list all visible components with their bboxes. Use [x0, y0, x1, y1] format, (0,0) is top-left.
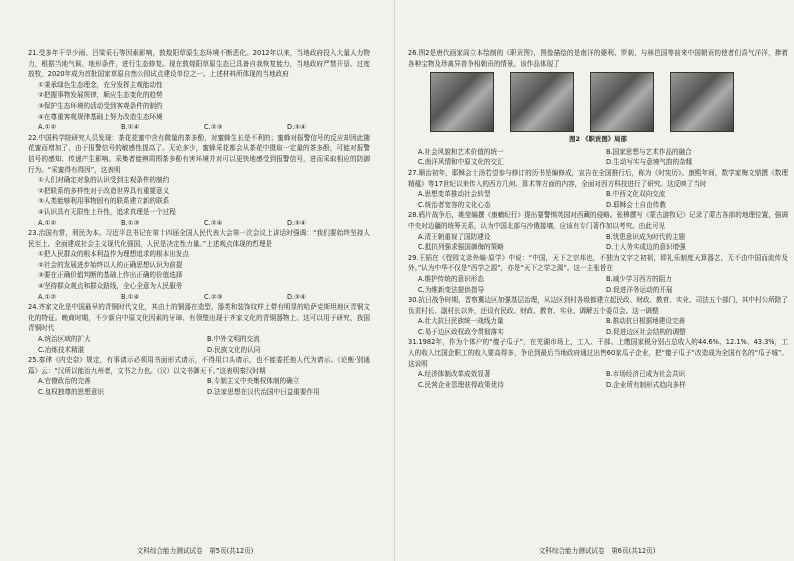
question-stem: 25.秦律《内史杂》规定，有事请示必须用书面形式请示，不得用口头请示，也不能委托他人代为请示。《论衡·别通篇》云：“汉所以能治九州者，文书之力也。（汉）以文书御天下。”这表明秦汉时期	[28, 356, 370, 375]
answer-option[interactable]: A.官僚政治的完善	[38, 377, 91, 386]
question-block	[408, 295, 788, 337]
answer-option[interactable]: C.②④	[204, 218, 223, 227]
statement-item: ②社会的发展进步始终以人的正确思想认识为前提	[38, 260, 183, 269]
answer-options	[28, 218, 370, 229]
question-stem: 26.图2是唐代画家阎立本绘制的《职贡图》，图像描绘的是南洋的婆利、罗刹、与林邑国等前来中国朝贡的使者们喜气洋洋，捧着各种宝物及珍禽异兽争相朝贡的情景。该作品体现了	[408, 49, 788, 68]
left-page-footer: 文科综合能力测试试卷 第5页(共12页)	[136, 547, 254, 555]
answer-options	[408, 369, 788, 390]
answer-options	[408, 147, 788, 168]
answer-option[interactable]: A.统治区域的扩大	[38, 335, 91, 344]
answer-option[interactable]: B.减少学习西方的阻力	[606, 274, 672, 283]
question-block	[28, 228, 370, 302]
answer-option[interactable]: C.易于边区政权政令贯彻落实	[418, 327, 504, 336]
answer-option[interactable]: D.生动写实与意境气韵的杂糅	[606, 158, 693, 167]
answer-options	[28, 292, 370, 303]
painting-image	[510, 72, 574, 132]
answer-option[interactable]: D.耶稣会士自由传教	[606, 200, 666, 209]
question-stem: 24.齐家文化是中国最早的青铜时代文化，其由土的铜器在造型、器类和装饰纹样上带有明显的哈萨克斯坦地区青铜文化的特征。晚商时期，不少新自中原文化因素的牙璋、有领璧出现于齐家文化的青铜器物上。这可以用于研究，我国青铜时代	[28, 303, 370, 333]
question-block	[28, 355, 370, 397]
question-stem: 23.治国有常，利民为本。习近平总书记在第十四届全国人民代表大会第一次会议上讲话时强调：“我们要始终坚持人民至上。全面建成社会主义现代化强国，人民是决定性力量。”上述观点体现的哲理是	[28, 229, 370, 248]
question-stem: 27.顺治初年，耶稣会士汤若望参与修订的历书是编修成，宣告在全国推行后，称为《时宪历》。康熙年间，数学家梅文鼎撰《数理精蕴》等17世纪以来传入的西方几何、算术等方面的内容，全面对西方科技进行了研究。这反映了当时	[408, 168, 788, 188]
statement-item: ③要在正确价值判断的基础上作出正确的价值选择	[38, 271, 183, 280]
question-block	[28, 48, 370, 133]
answer-option[interactable]: D.③④	[287, 218, 306, 227]
answer-option[interactable]: B.国家思想与艺术作品的融合	[606, 147, 692, 156]
answer-option[interactable]: B.中西文化双向交流	[606, 190, 666, 199]
statement-item: ④坚持群众观点和群众路线，全心全意为人民服务	[38, 282, 183, 291]
question-block	[408, 48, 788, 168]
statement-item: ①秉承绿色生态理念，充分发挥主观能动性	[38, 80, 163, 89]
question-stem: 22.中国科学院研究人员发现：茶花花蜜中含有微量的茶多酚，对蜜蜂生长是不利的；蜜蜂对报警信号的反应却因此随花蜜而增加了，由于报警信号的敏感性提高了。无论多少，蜜蜂采花都会从茶花中摄取一定量的茶多酚，可能对报警信号的感知、传递产生影响。采集者能辨周围茶多酚有害环境并对可以更快地感受到报警信号，进而采取相应的防御行为。“采蜜得有得因”，这表明	[28, 133, 370, 174]
statement-item: ②把联系的多样性对于改造世界具有重要意义	[38, 186, 170, 195]
question-stem: 29.王韬在《弢园文录外编·原学》中说：“中国，天下之宗邦也，不独为文字之初祖，即礼乐制度天算器艺，无不由中国而流传及外。”认为中华不仅是“西学之源”，亦是“天下之学之源”。这一主张旨在	[408, 253, 788, 273]
statement-item: ④在尊重客观规律基础上努力改造生态环境	[38, 112, 163, 121]
answer-options	[28, 122, 370, 133]
answer-option[interactable]: D.民族文化的认同	[207, 345, 261, 354]
page-divider	[394, 0, 395, 561]
right-page	[400, 0, 794, 561]
answer-option[interactable]: A.①②	[38, 123, 57, 132]
answer-option[interactable]: D.促进洋务运动的开展	[606, 285, 673, 294]
answer-options	[408, 274, 788, 295]
statement-item: ④认识具有无限性上升性，追求真理是一个过程	[38, 207, 176, 216]
question-stem: 30.抗日战争时期，晋察冀边区加强基层治理，从边区到村各级都建立起民政、财政、教育、实业、司法五个部门，其中村公所除了负责村长、副村长以外，还设有民政、财政、教育、实业、调解五个委员会。这一调整	[408, 296, 788, 315]
answer-option[interactable]: B.中外文明的交流	[207, 335, 260, 344]
answer-option[interactable]: B.市场经济已成为社会共识	[606, 370, 686, 379]
statement-item: ③保护生态环境的活动受到客观条件的制约	[38, 101, 163, 110]
answer-option[interactable]: C.②③	[204, 123, 223, 132]
answer-option[interactable]: A.①②	[38, 218, 57, 227]
answer-option[interactable]: D.③④	[287, 123, 306, 132]
answer-options	[408, 232, 788, 253]
question-stem: 31.1982年，作为个体户的“傻子瓜子”，在芜湖市场上，工人、干部、上缴国家税分别占总收入的44.6%、12.1%、43.3%，工人的收入比国企职工的收入要高得多，争论到最后当地政府通过出售60家瓜子企业，把“傻子瓜子”改造成为全国有名的“瓜子城”。这说明	[408, 338, 788, 368]
answer-option[interactable]: B.①④	[121, 292, 140, 301]
question-block	[28, 302, 370, 355]
painting-image	[430, 72, 494, 132]
answer-option[interactable]: B.①③	[121, 218, 140, 227]
right-question-column	[408, 48, 788, 390]
question-block	[28, 133, 370, 228]
statement-item: ①人们对确定对象的认识受到主观条件的制约	[38, 176, 170, 185]
answer-option[interactable]: A.社会风貌和艺术价值的统一	[418, 147, 504, 156]
answer-option[interactable]: D.士人务实成边的意识增强	[606, 243, 686, 252]
answer-options	[28, 334, 370, 355]
answer-option[interactable]: C.民营企业管理获得政策优待	[418, 380, 504, 389]
answer-option[interactable]: B.①④	[121, 123, 140, 132]
question-block	[408, 337, 788, 390]
statement-item: ①把人民群众的根本利益作为理想追求的根本出发点	[38, 250, 189, 259]
right-page-footer: 文科综合能力测试试卷 第6页(共12页)	[538, 547, 656, 555]
answer-option[interactable]: C.南洋风情和中原文化的交汇	[418, 158, 504, 167]
answer-option[interactable]: D.法家思想在汉代治国中日益重要作用	[207, 388, 320, 396]
answer-option[interactable]: C.冶炼技术精湛	[38, 345, 85, 354]
figure-images	[430, 72, 788, 132]
answer-options	[408, 316, 788, 337]
answer-option[interactable]: B.忧患意识成为时代的主题	[606, 232, 686, 241]
figure-caption: 图2 《职贡图》局部	[569, 135, 627, 144]
answer-option[interactable]: D.企业所有制形式趋向多样	[606, 380, 686, 389]
painting-image	[590, 72, 654, 132]
answer-option[interactable]: B.专制主义中央集权体制的确立	[207, 377, 300, 386]
answer-option[interactable]: C.②③	[204, 292, 223, 301]
answer-option[interactable]: C.为维新变法提供指导	[418, 285, 485, 294]
answer-options	[408, 189, 788, 210]
left-question-column	[28, 48, 370, 398]
answer-option[interactable]: A.壮大抗日民族统一战线力量	[418, 317, 504, 326]
answer-options	[28, 376, 370, 397]
answer-option[interactable]: B.推动抗日根据地建设完善	[606, 317, 686, 326]
answer-option[interactable]: C.抵抗列强求强国御侮的策略	[418, 243, 504, 252]
statement-item: ②把握事物发展规律，顺应生态变化的趋势	[38, 91, 163, 100]
answer-option[interactable]: A.思想变革推动社会转型	[418, 190, 491, 199]
question-stem: 21.受多年干旱少雨、吕梁采石等因素影响，敦煌阳草原生态环境不断恶化。2012年以来，当地政府投入大量人力物力，根据当地气候、地形条件，进行生态修复。现在敦煌阳草原生态已具备自我恢复能力，当地政府严禁开垦、过度放牧，2020年成为首批国家草原自然公园试点建设单位之一。上述材料所体现的当地政府	[28, 49, 370, 79]
question-stem: 28.鸦片战争后，姚莹编撰《康輶纪行》提出要警惕英国对西藏的侵略。张穆撰写《蒙古游牧记》记录了蒙古各部的地理位置，强调中央对边疆的统筹关系，认为中国北部与沙俄接壤，应该有专门著作加以考究。由此可见	[408, 211, 788, 230]
question-block	[408, 253, 788, 295]
answer-option[interactable]: D.③④	[287, 292, 306, 301]
answer-option[interactable]: A.经济体制改革成效显著	[418, 370, 491, 379]
question-block	[408, 210, 788, 252]
answer-option[interactable]: A.①②	[38, 292, 57, 301]
answer-option[interactable]: A.清王朝重视了国防建设	[418, 232, 491, 241]
question-block	[408, 168, 788, 210]
answer-option[interactable]: D.促进边区社会结构的调整	[606, 327, 686, 336]
answer-option[interactable]: C.皇权独尊的思想意识	[38, 388, 105, 396]
left-page	[0, 0, 390, 561]
answer-option[interactable]: A.维护传统的意识形态	[418, 274, 484, 283]
painting-image	[670, 72, 734, 132]
statement-item: ③人类能够利用事物固有的联系建立新的联系	[38, 197, 170, 206]
answer-option[interactable]: C.统治者宽容的文化心态	[418, 200, 491, 209]
